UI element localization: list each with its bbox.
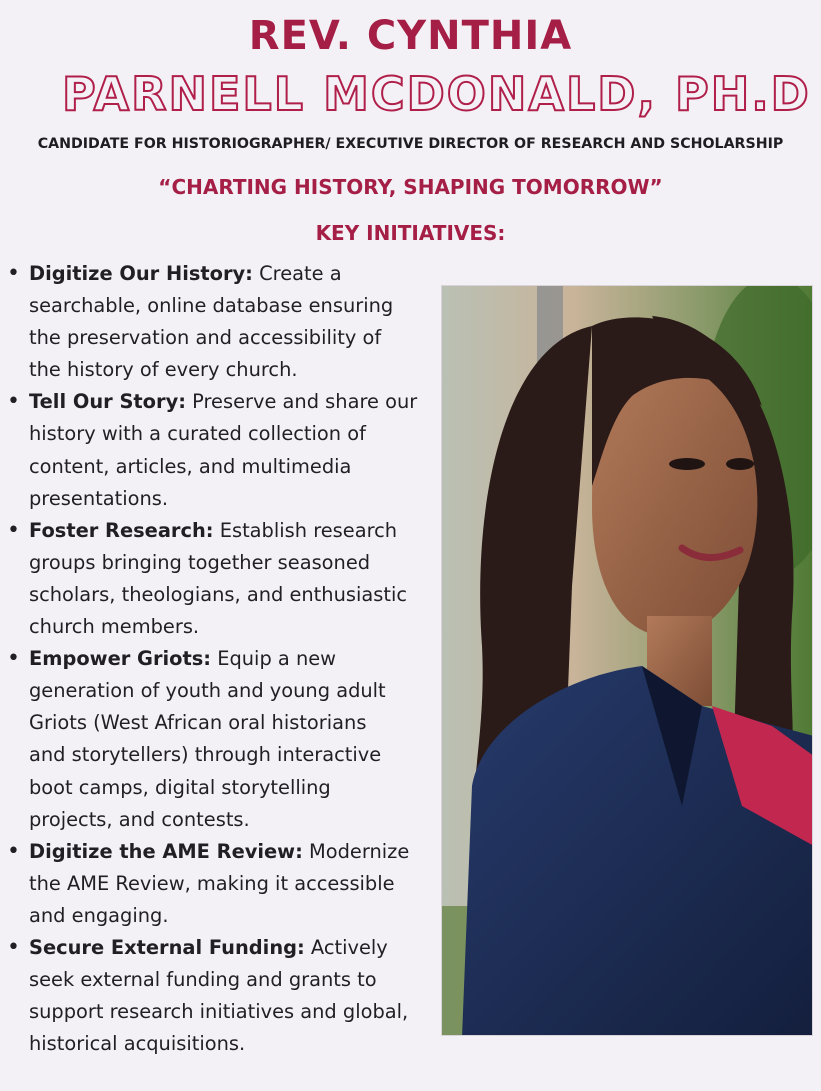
initiative-text: groups bringing together seasoned	[29, 550, 371, 574]
initiative-text: historical acquisitions.	[29, 1032, 246, 1056]
bullet-icon: •	[7, 517, 20, 543]
candidate-portrait-photo	[441, 285, 813, 1036]
initiative-text: Preserve and share our	[185, 390, 418, 414]
initiative-text: support research initiatives and global,	[29, 1000, 409, 1024]
initiative-label: Digitize Our History:	[29, 262, 253, 285]
initiative-item-secure-funding	[0, 932, 440, 1060]
initiative-text: Actively	[304, 935, 388, 959]
initiatives-list	[0, 258, 440, 1060]
portrait-illustration	[442, 286, 813, 1036]
initiative-text: and storytellers) through interactive	[29, 743, 382, 767]
initiative-text: presentations.	[29, 486, 169, 510]
initiative-item-foster-research	[0, 515, 440, 643]
key-initiatives-heading: KEY INITIATIVES:	[315, 221, 506, 245]
candidacy-statement: CANDIDATE FOR HISTORIOGRAPHER/ EXECUTIVE DIRECTOR OF RESEARCH AND SCHOLARSHIP	[37, 136, 784, 152]
candidate-name-line-2: PARNELL MCDONALD, PH.D	[62, 67, 811, 121]
bullet-icon: •	[7, 389, 20, 415]
bullet-icon: •	[7, 261, 20, 286]
initiative-text: searchable, online database ensuring	[29, 294, 394, 318]
initiative-text: the preservation and accessibility of	[29, 326, 382, 350]
initiative-text: the history of every church.	[29, 358, 298, 382]
initiative-label: Secure External Funding:	[29, 935, 305, 959]
bullet-icon: •	[7, 934, 20, 960]
initiative-text: generation of youth and young adult	[29, 679, 386, 703]
initiative-label: Empower Griots:	[29, 647, 212, 671]
initiative-text: seek external funding and grants to	[29, 968, 377, 992]
initiative-text: content, articles, and multimedia	[29, 454, 352, 478]
initiative-label: Foster Research:	[29, 518, 214, 542]
initiative-text: boot camps, digital storytelling	[29, 775, 331, 799]
initiative-text: church members.	[29, 615, 200, 639]
campaign-slogan: “CHARTING HISTORY, SHAPING TOMORROW”	[158, 175, 663, 199]
initiative-text: Create a	[252, 262, 342, 285]
initiative-text: Griots (West African oral historians	[29, 711, 367, 735]
initiative-text: scholars, theologians, and enthusiastic	[29, 582, 407, 606]
initiative-text: the AME Review, making it accessible	[29, 871, 395, 895]
bullet-icon: •	[7, 838, 20, 864]
bullet-icon: •	[7, 646, 20, 672]
initiative-text: and engaging.	[29, 903, 169, 927]
initiative-label: Tell Our Story:	[29, 390, 186, 414]
candidate-name-line-1: REV. CYNTHIA	[248, 13, 573, 59]
initiative-text: Equip a new	[211, 647, 337, 671]
initiative-item-digitize-history	[0, 258, 440, 386]
initiative-label: Digitize the AME Review:	[29, 839, 303, 863]
initiative-item-digitize-ame-review	[0, 836, 440, 932]
initiative-text: Establish research	[213, 518, 398, 542]
initiative-text: history with a curated collection of	[29, 422, 366, 446]
initiative-item-tell-story	[0, 386, 440, 514]
initiative-item-empower-griots	[0, 643, 440, 836]
initiative-text: projects, and contests.	[29, 807, 250, 831]
initiative-text: Modernize	[302, 839, 410, 863]
